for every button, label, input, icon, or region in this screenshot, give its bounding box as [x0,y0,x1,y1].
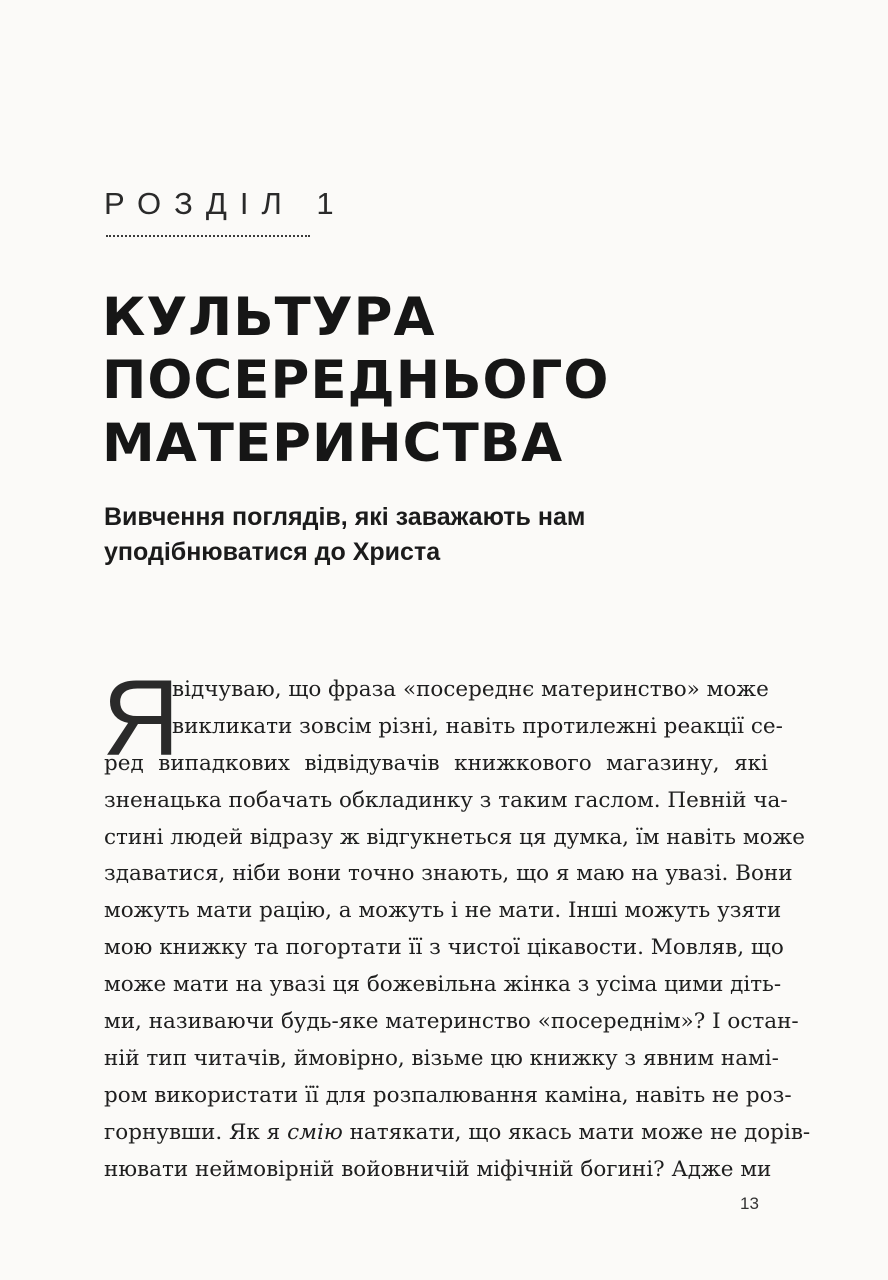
text-line: ми, називаючи будь-яке материнство «посереднім»? І остан- [104,1009,799,1035]
chapter-dotted-rule [106,235,310,237]
text-line: ній тип читачів, ймовірно, візьме цю книжку з явним намі- [104,1045,779,1071]
text-run: натякати, що якась мати може не дорів- [342,1119,811,1145]
drop-cap: Я [102,657,180,778]
text-line: викликати зовсім різні, навіть протилежні реакції се- [172,713,783,739]
text-line: здаватися, ніби вони точно знають, що я маю на увазі. Вони [104,861,793,887]
chapter-subtitle-line: Вивчення поглядів, які заважають нам [104,503,586,531]
text-line: ред випадкових відвідувачів книжкового магазину, які [104,750,768,776]
text-line: зненацька побачать обкладинку з таким гаслом. Певній ча- [104,787,788,813]
body-paragraph [104,672,811,1188]
text-line: нювати неймовірній войовничій міфічній богині? Адже ми [104,1156,772,1182]
text-run: горнувши. Як я [104,1119,288,1145]
text-line: може мати на увазі ця божевільна жінка з усіма цими діть- [104,972,782,998]
chapter-title-line: МАТЕРИНСТВА [102,413,564,474]
text-line: ром використати її для розпалювання каміна, навіть не роз- [104,1082,792,1108]
page-number: 13 [740,1194,759,1213]
chapter-label: РОЗДІЛ 1 [104,186,347,221]
text-line [104,1115,811,1152]
text-line: стині людей відразу ж відгукнеться ця думка, їм навіть може [104,824,806,850]
chapter-title-line: КУЛЬТУРА [102,287,436,348]
text-line: можуть мати рацію, а можуть і не мати. Інші можуть узяти [104,898,782,924]
chapter-subtitle [104,500,804,570]
chapter-title-line: ПОСЕРЕДНЬОГО [102,350,610,411]
chapter-subtitle-line: уподібнюватися до Христа [104,538,441,566]
chapter-title [102,286,802,475]
text-line: відчуваю, що фраза «посереднє материнство» може [172,677,769,702]
text-line: мою книжку та погортати її з чистої цікавости. Мовляв, що [104,935,784,961]
emphasized-word: смію [287,1119,343,1145]
